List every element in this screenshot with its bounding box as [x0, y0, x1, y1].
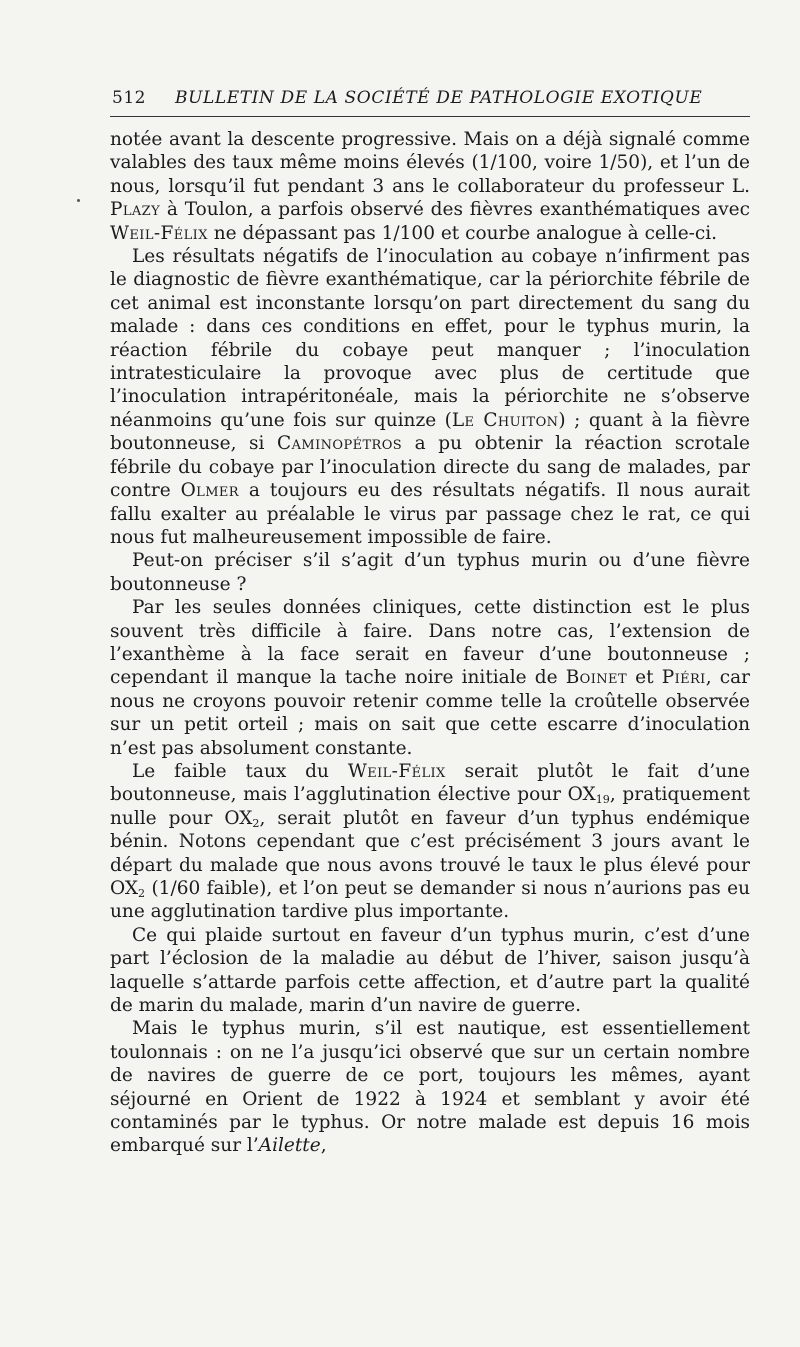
author-name: Caminopétros — [277, 433, 403, 455]
author-name: Plazy — [110, 199, 161, 221]
paragraph-5: Le faible taux du Weil-Félix serait plutôt le fait d’une boutonneuse, mais l’agglutination élective pour $OX_{19}$, pratiquement nulle pour $OX_2$, serait plutôt en faveur d’un typhus endémique bénin. Notons cependant que c’est précisément 3 jours avant le départ du malade que nous avons trouvé le taux le plus élevé pour $OX_2$ (1/60 faible), et l’on peut se demander si nous n’aurions pas eu une agglutination tardive plus importante. — [110, 760, 751, 923]
author-name: Piéri — [661, 667, 706, 689]
author-name: Boinet — [565, 667, 628, 689]
author-name: Weil-Félix — [110, 222, 208, 244]
paragraph-3: Peut-on préciser s’il s’agit d’un typhus murin ou d’une fièvre boutonneuse ? — [110, 550, 750, 595]
paragraph-2: Les résultats négatifs de l’inoculation au cobaye n’infirment pas le diagnostic de fièvre exanthématique, car la périorchite fébrile de cet animal est inconstante lorsqu’on part directement du sang du malade : dans ces conditions en effet, pour le typhus murin, la réaction fébrile du cobaye peut manquer ; l’inoculation intratesticulaire la provoque avec plus de certitude que l’inoculation intrapéritonéale, mais la périorchite ne s’observe néanmoins qu’une fois sur quinze (Le Chuiton) ; quant à la fièvre boutonneuse, si Caminopétros a pu obtenir la réaction scrotale fébrile du cobaye par l’inoculation directe du sang de malades, par contre Olmer a toujours eu des résultats négatifs. Il nous aurait fallu exalter au préalable le virus par passage chez le rat, ce qui nous fut malheureusement impossible de faire. — [110, 246, 750, 548]
subscript: 2 — [252, 816, 260, 830]
paragraph-7: Mais le typhus murin, s’il est nautique, est essentiellement toulonnais : on ne l’a jusqu’ici observé que sur un certain nombre de navires de guerre de ce port, toujours les mêmes, ayant séjourné en Orient de 1922 à 1924 et semblant y avoir été contaminés par le typhus. Or notre malade est depuis 16 mois embarqué sur l’Ailette, — [110, 1018, 750, 1157]
paragraph-4: Par les seules données cliniques, cette distinction est le plus souvent très difficile à faire. Dans notre cas, l’extension de l’exanthème à la face serait en faveur d’une boutonneuse ; cependant il manque la tache noire initiale de Boinet et Piéri, car nous ne croyons pouvoir retenir comme telle la croûtelle observée sur un petit orteil ; mais on sait que cette escarre d’inoculation n’est pas absolument constante. — [110, 597, 750, 759]
paragraph-6: Ce qui plaide surtout en faveur d’un typhus murin, c’est d’une part l’éclosion de la maladie au début de l’hiver, saison jusqu’à laquelle s’attarde parfois cette affection, et d’autre part la qualité de marin du malade, marin d’un navire de guerre. — [110, 924, 750, 1017]
page-number: 512 — [112, 88, 146, 108]
subscript: 2 — [138, 886, 146, 900]
author-name: Le Chuiton — [451, 409, 559, 431]
body-text — [110, 128, 750, 1158]
subscript: 19 — [595, 793, 610, 807]
author-name: Olmer — [180, 480, 239, 502]
running-title: BULLETIN DE LA SOCIÉTÉ DE PATHOLOGIE EXOTIQUE — [175, 88, 703, 108]
ship-name: Ailette — [258, 1135, 321, 1157]
author-name: Weil-Félix — [347, 760, 446, 782]
header-rule — [110, 116, 750, 117]
margin-mark — [77, 199, 80, 202]
paragraph-1: notée avant la descente progressive. Mais on a déjà signalé comme valables des taux même moins élevés (1/100, voire 1/50), et l’un de nous, lorsqu’il fut pendant 3 ans le collaborateur du professeur L. Plazy à Toulon, a parfois observé des fièvres exanthématiques avec Weil-Félix ne dépassant pas 1/100 et courbe analogue à celle-ci. — [110, 129, 750, 244]
